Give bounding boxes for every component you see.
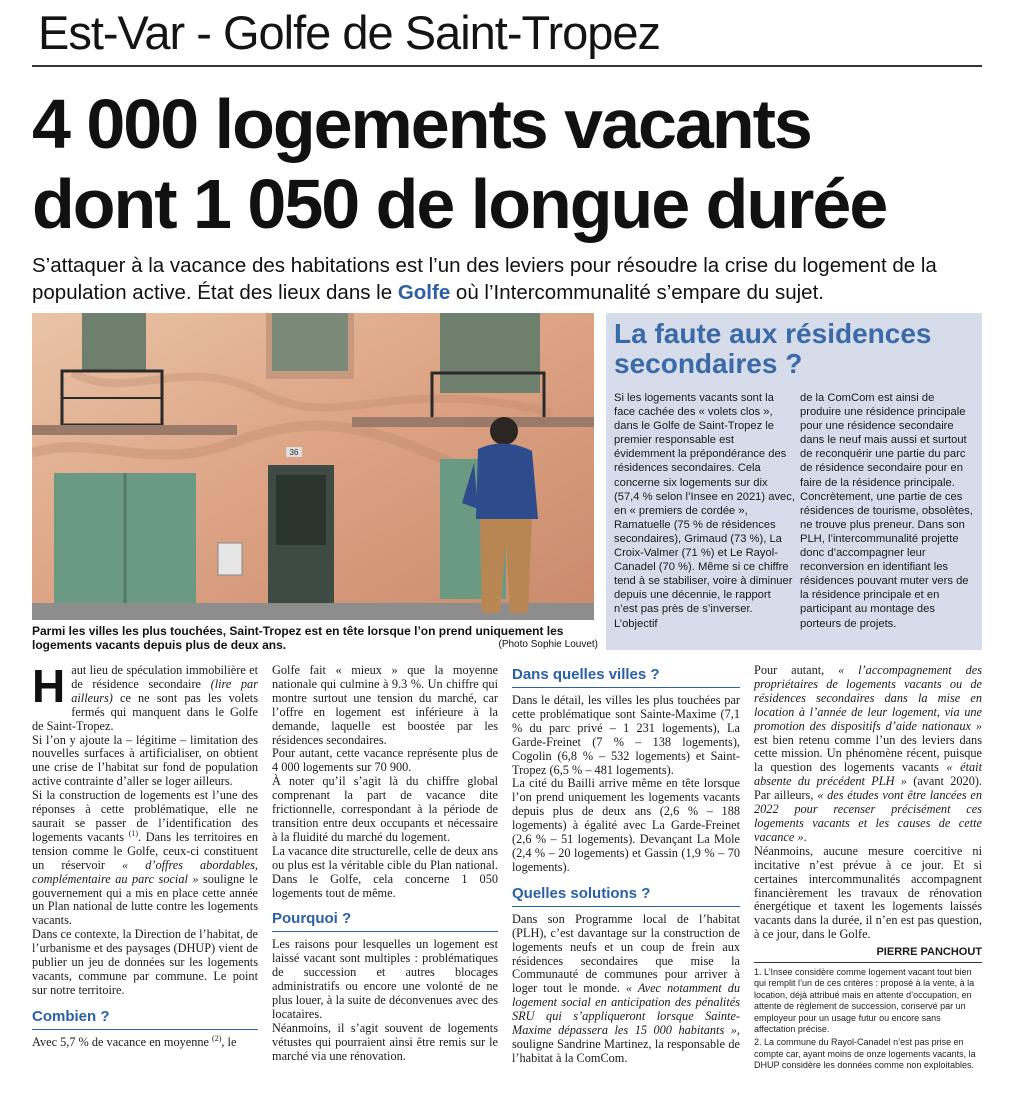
paragraph-text: , souligne Sandrine Martinez, la responsable de l’habitat à la ComCom. xyxy=(512,1023,740,1065)
subheading-combien: Combien ? xyxy=(32,1006,258,1030)
sidebar-box-title: La faute aux résidences secondaires ? xyxy=(614,318,932,379)
footnote-ref: (2) xyxy=(212,1033,222,1043)
rubric-rule xyxy=(32,65,982,67)
quote-text: « était absente du précédent PLH » xyxy=(754,760,982,789)
paragraph-text: . xyxy=(803,829,807,844)
facade-illustration xyxy=(32,313,594,620)
paragraph-text: (avant 2020). Par ailleurs, xyxy=(754,774,983,803)
article-intro xyxy=(32,660,258,734)
paragraph: Néanmoins, il s’agit souvent de logements vétustes qui pourraient ainsi être remis sur le marché via une rénovation. xyxy=(272,1020,498,1063)
paragraph-text: est bien retenu comme l’un des leviers dans cette mission. Un phénomène récent, puisque la question des logements vacants xyxy=(754,732,982,775)
drop-cap: H xyxy=(32,660,66,712)
standfirst-text-b: où l’Intercommunalité s’empare du sujet. xyxy=(450,281,824,304)
article-column-2 xyxy=(272,664,498,1064)
paragraph: Néanmoins, aucune mesure coercitive ni incitative n’est prévue à ce jour. Et si certaines intercommunalités accompagnent financièrement les travaux de rénovation énergétique et taxent les logements laissés vacants dans la durée, il n’en est pas question, à ce jour, dans le Golfe. xyxy=(754,843,982,942)
standfirst-text-a: S’attaquer à la vacance des habitations est l’un des leviers pour résoudre la crise du logement de la population active. État des lieux dans le xyxy=(32,254,937,304)
section-rubric: Est-Var - Golfe de Saint-Tropez xyxy=(38,6,661,59)
intro-text-c: ce ne sont pas les volets fermés qui manquent dans le Golfe de Saint-Tropez. xyxy=(32,690,258,733)
standfirst-highlight: Golfe xyxy=(397,281,451,304)
paragraph: Les raisons pour lesquelles un logement est laissé vacant sont multiples : problématiques de succession et autres blocages administratifs ou encore une volonté de ne plus louer, à la suite de déconvenues avec des locataires. xyxy=(272,937,498,1021)
headline-line-2: dont 1 050 de longue durée xyxy=(32,165,887,243)
photo-caption xyxy=(32,624,598,652)
standfirst xyxy=(32,252,982,306)
paragraph: Dans ce contexte, la Direction de l’habitat, de l’urbanisme et des paysages (DHUP) vient de publier un jeu de données sur les logements vacants, commune par commune. Le point sur notre territoire. xyxy=(32,927,258,997)
paragraph xyxy=(32,789,258,928)
paragraph-text: . Dans les territoires en tension comme le Golfe, ceux-ci constituent un réservoir xyxy=(32,829,258,872)
paragraph-text: , le xyxy=(221,1034,237,1049)
sidebar-box-column-1: Si les logements vacants sont la face cachée des « volets clos », dans le Golfe de Saint-Tropez le premier responsable est évidemment la prépondérance des résidences secondaires. Cela concerne six logements sur dix (57,4 % selon l’Insee en 2021) avec, en « premiers de cordée », Ramatuelle (75 % de résidences secondaires), Grimaud (73 %), La Croix-Valmer (71 %) et Le Rayol-Canadel (70 %). Même si ce chiffre tend à se stabiliser, voire à diminuer depuis une décennie, le rapport n’est pas près de s’inverser. L’objectif xyxy=(614,392,795,630)
subheading-solutions: Quelles solutions ? xyxy=(512,883,740,907)
subheading-pourquoi: Pourquoi ? xyxy=(272,908,498,932)
paragraph-text: Pour autant, xyxy=(754,663,839,677)
paragraph-text: Si la construction de logements est l’une des réponses à cette problématique, elle ne saurait se passer de l’identification des logements vacants xyxy=(32,788,258,844)
author-signature: PIERRE PANCHOUT xyxy=(754,946,982,963)
subheading-villes: Dans quelles villes ? xyxy=(512,664,740,688)
headline xyxy=(32,84,992,244)
paragraph-text: souligne le gouvernement qui a mis en place cette année un Plan national de lutte contre les logements vacants. xyxy=(32,871,259,928)
footnote-ref: (1) xyxy=(128,828,139,838)
paragraph-text: Avec 5,7 % de vacance en moyenne xyxy=(32,1034,213,1049)
quote-text: « Avec notamment du logement social en anticipation des pénalités SRU qui s’appliqueront lorsque Sainte-Maxime dépassera les 15 000 habitants » xyxy=(512,981,740,1038)
paragraph: Pour autant, cette vacance représente plus de 4 000 logements sur 70 900. xyxy=(272,746,498,775)
quote-text: « d’offres abordables, complémentaire au parc social » xyxy=(32,857,258,886)
paragraph-text: Dans son Programme local de l’habitat (PLH), c’est davantage sur la construction de logements neufs et un coup de frein aux résidences secondaires que mise la Communauté de communes pour arriver à loger tout le monde. xyxy=(512,911,740,996)
paragraph: La cité du Bailli arrive même en tête lorsque l’on prend uniquement les logements vacants depuis plus de deux ans (2,6 % – 188 logements) à égalité avec La Garde-Freinet (2,6 % – 51 logements). Devançant La Mole (2,4 % – 20 logements) et Gassin (1,9 % – 70 logements). xyxy=(512,776,740,874)
footnotes xyxy=(754,967,982,1072)
door-number: 36 xyxy=(289,448,299,457)
footnote-2: 2. La commune du Rayol-Canadel n’est pas prise en compte car, ayant moins de onze logements vacants, la DHUP considère les données comme non exploitables. xyxy=(754,1037,976,1071)
photo-caption-text: Parmi les villes les plus touchées, Saint-Tropez est en tête lorsque l’on prend uniquement les logements vacants depuis plus de deux ans. xyxy=(32,624,564,652)
article-column-1 xyxy=(32,660,259,1050)
paragraph: Golfe fait « mieux » que la moyenne nationale qui culmine à 9.3 %. Un chiffre qui montre surtout une tension du marché, car l’offre en logement est inférieure à la demande, laquelle est boostée par les résidences secondaires. xyxy=(272,663,498,747)
article-column-4 xyxy=(754,664,982,1074)
paragraph: Si l’on y ajoute la – légitime – limitation des nouvelles surfaces à artificialiser, on obtient une crise de l’habitat sur fond de population active contrainte d’aller se loger ailleurs. xyxy=(32,732,258,789)
paragraph: Dans le détail, les villes les plus touchées par cette problématique sont Sainte-Maxime (7,1 % du parc privé – 1 231 logements), La Garde-Freinet (7 % – 138 logements), Cogolin (6,8 % – 532 logements) et Saint-Tropez (6,5 % – 481 logements). xyxy=(512,693,740,777)
footnote-1: 1. L’Insee considère comme logement vacant tout bien qui remplit l’un de ces critères : proposé à la vente, à la location, déjà attribué mais en attente d’occupation, en attente de règlement de succession, conservé par un employeur pour un usage futur ou encore sans affectation précise. xyxy=(754,967,975,1035)
intro-text-a: aut lieu de spéculation immobilière et de résidence secondaire xyxy=(71,663,258,691)
headline-line-1: 4 000 logements vacants xyxy=(32,85,811,163)
intro-text-italic: (lire par ailleurs) xyxy=(71,676,258,705)
paragraph xyxy=(754,664,982,845)
paragraph xyxy=(32,1033,258,1050)
quote-text: « l’accompagnement des propriétaires de logements vacants ou de résidences secondaires dans la mise en location à l’année de leur logement, via une promotion des dispositifs d’aide nationaux » xyxy=(754,663,982,733)
sidebar-box-column-2: de la ComCom est ainsi de produire une résidence principale pour une résidence secondaire dans le neuf mais aussi et surtout de reconquérir une partie du parc de résidence secondaire pour en faire de la résidence principale. Concrètement, une partie de ces résidences de tourisme, obsolètes, ne trouve plus preneur. Dans son PLH, l’intercommunalité projette donc d’accompagner leur reconversion en identifiant les résidences pouvant muter vers de la résidence principale et en participant au montage des porteurs de projets. xyxy=(800,392,973,630)
article-column-3 xyxy=(512,664,740,1066)
sidebar-box xyxy=(606,313,982,650)
quote-text: « des études vont être lancées en 2022 pour recenser précisément ces logements vacants et les causes de cette vacance » xyxy=(754,788,983,844)
photo-credit: (Photo Sophie Louvet) xyxy=(498,639,598,650)
paragraph: La vacance dite structurelle, celle de deux ans ou plus est la véritable cible du Plan national. Dans le Golfe, cela concerne 1 050 logements tout de même. xyxy=(272,843,499,900)
article-photo xyxy=(32,313,594,620)
paragraph xyxy=(512,913,740,1066)
paragraph: À noter qu’il s’agit là du chiffre global comprenant la part de vacance dite frictionnelle, correspondant à la période de transition entre deux occupants et nécessaire à la fluidité du marché du logement. xyxy=(272,774,498,844)
